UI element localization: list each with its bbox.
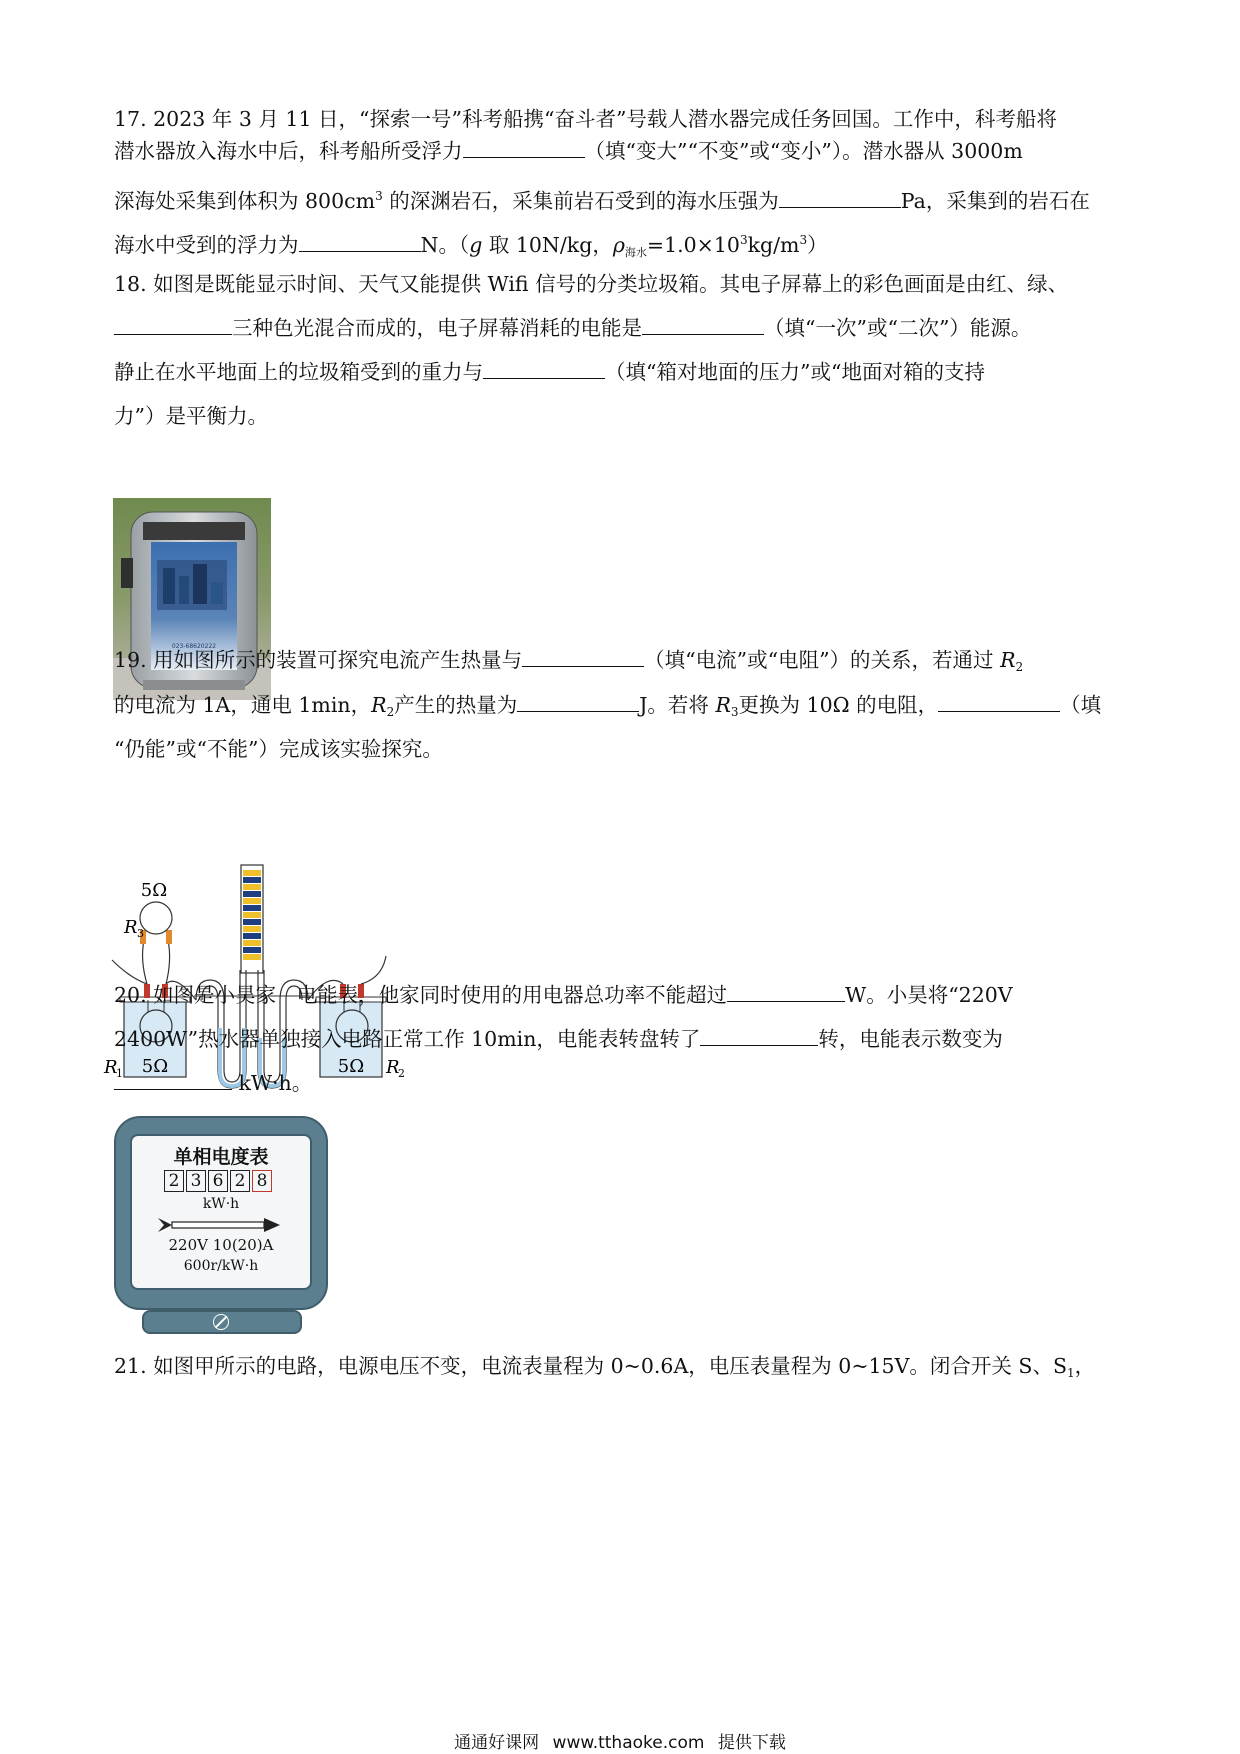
q21-line1: 21. 如图甲所示的电路，电源电压不变，电流表量程为 0~0.6A，电压表量程为 0~15V。闭合开关 S、$S_1$，: [114, 1354, 1096, 1380]
r3-value-label: 5Ω: [140, 880, 168, 901]
q17-line2: 潜水器放入海水中后，科考船所受浮力 （填“变大”“不变”或“变小”）。潜水器从 3000m: [114, 139, 1023, 163]
q18-blank-3[interactable]: [483, 360, 605, 379]
r3-label: R: [124, 917, 138, 938]
q20-blank-2[interactable]: [700, 1027, 818, 1046]
meter-digit: 2: [230, 1170, 250, 1192]
q19-blank-3[interactable]: [938, 693, 1060, 712]
meter-digit-decimal: 8: [252, 1170, 272, 1192]
q19-line1: 19. 用如图所示的装置可探究电流产生热量与 （填“电流”或“电阻”）的关系，若通过 $R_2$: [114, 648, 1024, 674]
q17-line1: 17. 2023 年 3 月 11 日，“探索一号”科考船携“奋斗者”号载人潜水器完成任务回国。工作中，科考船将: [114, 107, 1057, 131]
q20-blank-3[interactable]: [114, 1071, 232, 1090]
meter-digit: 2: [164, 1170, 184, 1192]
r1-label-sub: 1: [116, 1067, 123, 1080]
r2-label: R: [386, 1057, 400, 1078]
page-footer: [0, 1728, 1240, 1753]
q18-line2: 三种色光混合而成的，电子屏幕消耗的电能是 （填“一次”或“二次”）能源。: [114, 313, 1031, 343]
q17-blank-1[interactable]: [463, 139, 585, 158]
q18-line4: 力”）是平衡力。: [114, 404, 268, 428]
q20-blank-1[interactable]: [727, 983, 845, 1002]
meter-unit: kW·h: [202, 1196, 240, 1212]
meter-digit: 3: [186, 1170, 206, 1192]
q20-line3: kW·h。: [114, 1068, 312, 1098]
q18-line1: 18. 如图是既能显示时间、天气又能提供 Wifi 信号的分类垃圾箱。其电子屏幕上的彩色画面是由红、绿、: [114, 272, 1069, 296]
q18-blank-2[interactable]: [642, 316, 764, 335]
q20-line2: 2400W”热水器单独接入电路正常工作 10min，电能表转盘转了 转，电能表示数变为: [114, 1027, 1003, 1051]
meter-rating: 220V 10(20)A: [168, 1236, 274, 1254]
meter-disk-arrow-icon: [158, 1216, 282, 1234]
q17-blank-3[interactable]: [299, 233, 421, 252]
meter-digit: 6: [208, 1170, 228, 1192]
q17-line4: 海水中受到的浮力为 N。（g 取 10N/kg，$\rho_{海水}=1.0\times 10^3kg/m^3$）: [114, 233, 828, 259]
q18-blank-1[interactable]: [114, 316, 232, 335]
meter-title: 单相电度表: [173, 1146, 269, 1168]
q19-blank-1[interactable]: [522, 648, 644, 667]
q20-line1: 20. 如图是小昊家 电能表，他家同时使用的用电器总功率不能超过 W。小昊将“220V: [114, 983, 1013, 1007]
meter-screw-icon: [213, 1314, 229, 1330]
electricity-meter: [114, 1116, 324, 1332]
r2-label-sub: 2: [398, 1067, 405, 1080]
r1-label: R: [104, 1057, 118, 1078]
r1-value-label: 5Ω: [141, 1056, 169, 1077]
footer-note: 提供下载: [717, 1733, 786, 1753]
q19-blank-2[interactable]: [517, 693, 639, 712]
footer-site: 通通好课网: [454, 1733, 540, 1753]
screen-phone-text: 023-68620222: [171, 643, 217, 650]
q17-blank-2[interactable]: [779, 189, 901, 208]
meter-digits: [164, 1170, 272, 1192]
meter-terminal-cover: [142, 1310, 302, 1334]
q18-line3: 静止在水平地面上的垃圾箱受到的重力与 （填“箱对地面的压力”或“地面对箱的支持: [114, 360, 985, 384]
footer-url[interactable]: www.tthaoke.com: [552, 1733, 705, 1753]
r3-label-sub: 3: [137, 927, 144, 940]
q17-line3: 深海处采集到体积为 $800cm^3$ 的深渊岩石，采集前岩石受到的海水压强为 Pa，采集到的岩石在: [114, 189, 1090, 213]
meter-constant: 600r/kW·h: [183, 1258, 259, 1274]
r2-value-label: 5Ω: [337, 1056, 365, 1077]
q19-line2: 的电流为 1A，通电 1min，$R_2$产生的热量为 J。若将 $R_3$更换为 10Ω 的电阻， （填: [114, 693, 1102, 719]
q19-line3: “仍能”或“不能”）完成该实验探究。: [114, 737, 443, 761]
